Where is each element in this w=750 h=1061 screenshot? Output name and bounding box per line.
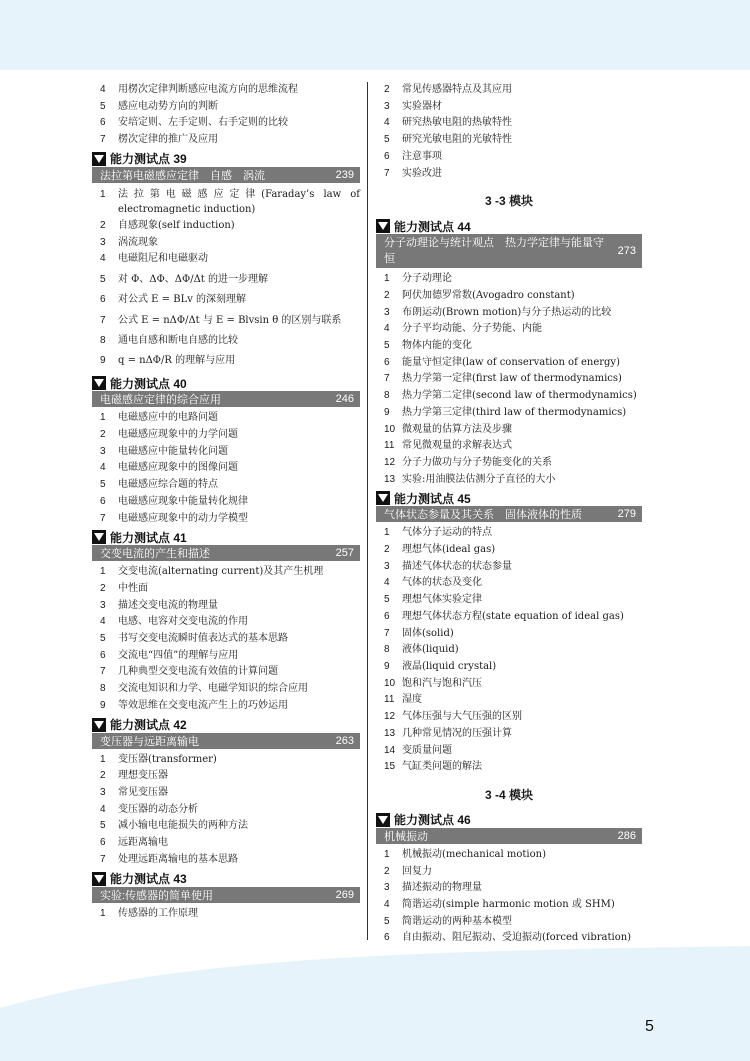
column-divider	[367, 82, 368, 940]
section-45	[376, 490, 642, 776]
toc-item[interactable]: 5 减小输电电能损失的两种方法	[100, 820, 248, 832]
toc-item[interactable]: 4 电感、电容对交变电流的作用	[100, 616, 248, 628]
right-column	[376, 82, 642, 947]
section-44	[376, 218, 642, 488]
toc-item[interactable]: 14 变质量问题	[384, 744, 452, 756]
toc-item[interactable]: 3 描述交变电流的物理量	[100, 599, 218, 611]
toc-item[interactable]: 7 固体(solid)	[384, 627, 454, 639]
toc-item[interactable]: 9 热力学第三定律(third law of thermodynamics)	[384, 406, 627, 418]
right-leading-items	[376, 82, 642, 182]
section-title-bar[interactable]: 法拉第电磁感应定律 自感 涡流 239	[92, 167, 360, 183]
page-number: 5	[645, 1018, 654, 1035]
triangle-marker-icon	[376, 219, 390, 233]
left-leading-items	[92, 82, 360, 149]
section-41	[92, 529, 360, 714]
toc-item[interactable]: 1 法拉第电磁感应定律(Faraday’s law of electromagnetic induction)	[100, 188, 360, 215]
toc-item[interactable]: 6 能量守恒定律(law of conservation of energy)	[384, 356, 620, 368]
toc-item[interactable]: 8 交流电知识和力学、电磁学知识的综合应用	[100, 683, 308, 695]
toc-item[interactable]: 7 楞次定律的推广及应用	[100, 134, 218, 146]
section-title-bar[interactable]: 变压器与远距离输电 263	[92, 733, 360, 749]
toc-item[interactable]: 9 q = nΔΦ/R 的理解与应用	[100, 355, 236, 367]
toc-item[interactable]: 2 回复力	[384, 865, 432, 877]
toc-item[interactable]: 3 常见变压器	[100, 786, 168, 798]
section-heading: 能力测试点 41	[92, 529, 360, 545]
toc-item[interactable]: 2 阿伏加德罗常数(Avogadro constant)	[384, 289, 575, 301]
toc-item[interactable]: 1 交变电流(alternating current)及其产生机理	[100, 566, 324, 578]
toc-item[interactable]: 4 电磁阻尼和电磁驱动	[100, 253, 208, 265]
toc-item[interactable]: 4 变压器的动态分析	[100, 803, 198, 815]
toc-item[interactable]: 4 研究热敏电阻的热敏特性	[384, 117, 512, 129]
toc-item[interactable]: 5 研究光敏电阻的光敏特性	[384, 134, 512, 146]
toc-item[interactable]: 7 几种典型交变电流有效值的计算问题	[100, 666, 278, 678]
section-title-bar[interactable]: 电磁感应定律的综合应用 246	[92, 391, 360, 407]
toc-item[interactable]: 5 物体内能的变化	[384, 340, 472, 352]
toc-item[interactable]: 2 自感现象(self induction)	[100, 219, 235, 231]
toc-item[interactable]: 2 中性面	[100, 582, 148, 594]
toc-item[interactable]: 2 电磁感应现象中的力学问题	[100, 429, 238, 441]
section-heading: 能力测试点 39	[92, 151, 360, 167]
toc-item[interactable]: 15 气缸类问题的解法	[384, 761, 482, 773]
toc-item[interactable]: 3 实验器材	[384, 100, 442, 112]
module-title-3-3: 3 -3 模块	[484, 194, 533, 209]
triangle-marker-icon	[376, 491, 390, 505]
toc-item[interactable]: 6 自由振动、阻尼振动、受迫振动(forced vibration)	[384, 932, 632, 944]
toc-item[interactable]: 12 分子力做功与分子势能变化的关系	[384, 456, 552, 468]
toc-item[interactable]: 6 安培定则、左手定则、右手定则的比较	[100, 117, 288, 129]
toc-item[interactable]: 13 实验:用油膜法估测分子直径的大小	[384, 473, 556, 485]
toc-item[interactable]: 2 常见传感器特点及其应用	[384, 84, 512, 95]
toc-item[interactable]: 6 注意事项	[384, 150, 442, 162]
section-40	[92, 375, 360, 527]
toc-item[interactable]: 3 电磁感应中能量转化问题	[100, 445, 228, 457]
triangle-marker-icon	[376, 813, 390, 827]
toc-item[interactable]: 3 描述气体状态的状态参量	[384, 560, 512, 572]
toc-item[interactable]: 6 电磁感应现象中能量转化规律	[100, 495, 248, 507]
toc-item[interactable]: 5 简谐运动的两种基本模型	[384, 915, 512, 927]
toc-item[interactable]: 3 描述振动的物理量	[384, 882, 482, 894]
toc-item[interactable]: 8 热力学第二定律(second law of thermodynamics)	[384, 390, 637, 402]
toc-item[interactable]: 3 涡流现象	[100, 236, 158, 248]
toc-item[interactable]: 5 书写交变电流瞬时值表达式的基本思路	[100, 633, 288, 645]
toc-item[interactable]: 4 简谐运动(simple harmonic motion 或 SHM)	[384, 899, 615, 911]
toc-item[interactable]: 5 理想气体实验定律	[384, 594, 482, 606]
toc-item[interactable]: 3 布朗运动(Brown motion)与分子热运动的比较	[384, 306, 612, 318]
toc-item[interactable]: 1 气体分子运动的特点	[384, 527, 492, 539]
toc-item[interactable]: 6 对公式 E = BLv 的深刻理解	[100, 293, 247, 305]
section-46	[376, 812, 642, 947]
left-column	[92, 82, 360, 922]
toc-item[interactable]: 1 分子动理论	[384, 273, 452, 285]
toc-item[interactable]: 7 实验改进	[384, 167, 442, 179]
triangle-marker-icon	[92, 530, 106, 544]
toc-item[interactable]: 4 气体的状态及变化	[384, 577, 482, 589]
toc-item[interactable]: 5 感应电动势方向的判断	[100, 100, 218, 112]
toc-item[interactable]: 7 处理远距离输电的基本思路	[100, 853, 238, 865]
toc-item[interactable]: 10 微观量的估算方法及步骤	[384, 423, 512, 435]
section-39	[92, 151, 360, 374]
section-title-bar[interactable]: 机械振动 286	[376, 828, 642, 844]
toc-item[interactable]: 2 理想气体(ideal gas)	[384, 544, 496, 556]
toc-item[interactable]: 2 理想变压器	[100, 770, 168, 782]
section-title-bar[interactable]: 分子动理论与统计观点 热力学定律与能量守恒 273	[376, 234, 642, 268]
section-heading: 能力测试点 42	[92, 717, 360, 733]
triangle-marker-icon	[92, 872, 106, 886]
toc-item[interactable]: 9 液晶(liquid crystal)	[384, 660, 497, 672]
section-heading: 能力测试点 45	[376, 490, 642, 506]
toc-item[interactable]: 6 远距离输电	[100, 837, 168, 849]
toc-item[interactable]: 12 气体压强与大气压强的区别	[384, 711, 522, 723]
toc-item[interactable]: 5 电磁感应综合题的特点	[100, 479, 218, 491]
toc-item[interactable]: 9 等效思维在交变电流产生上的巧妙运用	[100, 699, 288, 711]
toc-item[interactable]: 4 电磁感应现象中的图像问题	[100, 462, 238, 474]
section-heading: 能力测试点 43	[92, 871, 360, 887]
triangle-marker-icon	[92, 152, 106, 166]
toc-item[interactable]: 6 理想气体状态方程(state equation of ideal gas)	[384, 610, 624, 622]
toc-item[interactable]: 5 对 Φ、ΔΦ、ΔΦ/Δt 的进一步理解	[100, 273, 269, 285]
toc-item[interactable]: 10 饱和汽与饱和汽压	[384, 677, 482, 689]
toc-item[interactable]: 7 公式 E = nΔΦ/Δt 与 E = Blvsin θ 的区别与联系	[100, 314, 342, 326]
section-title-bar[interactable]: 交变电流的产生和描述 257	[92, 545, 360, 561]
section-heading: 能力测试点 44	[376, 218, 642, 234]
section-heading: 能力测试点 40	[92, 375, 360, 391]
toc-item[interactable]: 11 湿度	[384, 694, 422, 706]
section-43	[92, 871, 360, 923]
toc-item[interactable]: 11 常见微观量的求解表达式	[384, 440, 512, 452]
toc-item[interactable]: 13 几种常见情况的压强计算	[384, 727, 512, 739]
toc-item[interactable]: 1 传感器的工作原理	[100, 907, 198, 919]
section-title-bar[interactable]: 实验:传感器的简单使用 269	[92, 887, 360, 903]
toc-item[interactable]: 6 交流电“四值”的理解与应用	[100, 649, 239, 661]
triangle-marker-icon	[92, 718, 106, 732]
section-heading: 能力测试点 46	[376, 812, 642, 828]
triangle-marker-icon	[92, 376, 106, 390]
toc-item[interactable]: 1 电磁感应中的电路问题	[100, 412, 218, 424]
toc-item[interactable]: 4 分子平均动能、分子势能、内能	[384, 323, 542, 335]
module-title-3-4: 3 -4 模块	[484, 787, 533, 802]
toc-item[interactable]: 8 通电自感和断电自感的比较	[100, 334, 238, 346]
toc-item[interactable]: 7 电磁感应现象中的动力学模型	[100, 512, 248, 524]
toc-item[interactable]: 4 用楞次定律判断感应电流方向的思维流程	[100, 84, 298, 95]
section-42	[92, 717, 360, 869]
toc-item[interactable]: 1 变压器(transformer)	[100, 753, 217, 765]
toc-item[interactable]: 1 机械振动(mechanical motion)	[384, 848, 546, 860]
section-title-bar[interactable]: 气体状态参量及其关系 固体液体的性质 279	[376, 506, 642, 522]
toc-item[interactable]: 7 热力学第一定律(first law of thermodynamics)	[384, 373, 622, 385]
toc-item[interactable]: 8 液体(liquid)	[384, 644, 459, 656]
